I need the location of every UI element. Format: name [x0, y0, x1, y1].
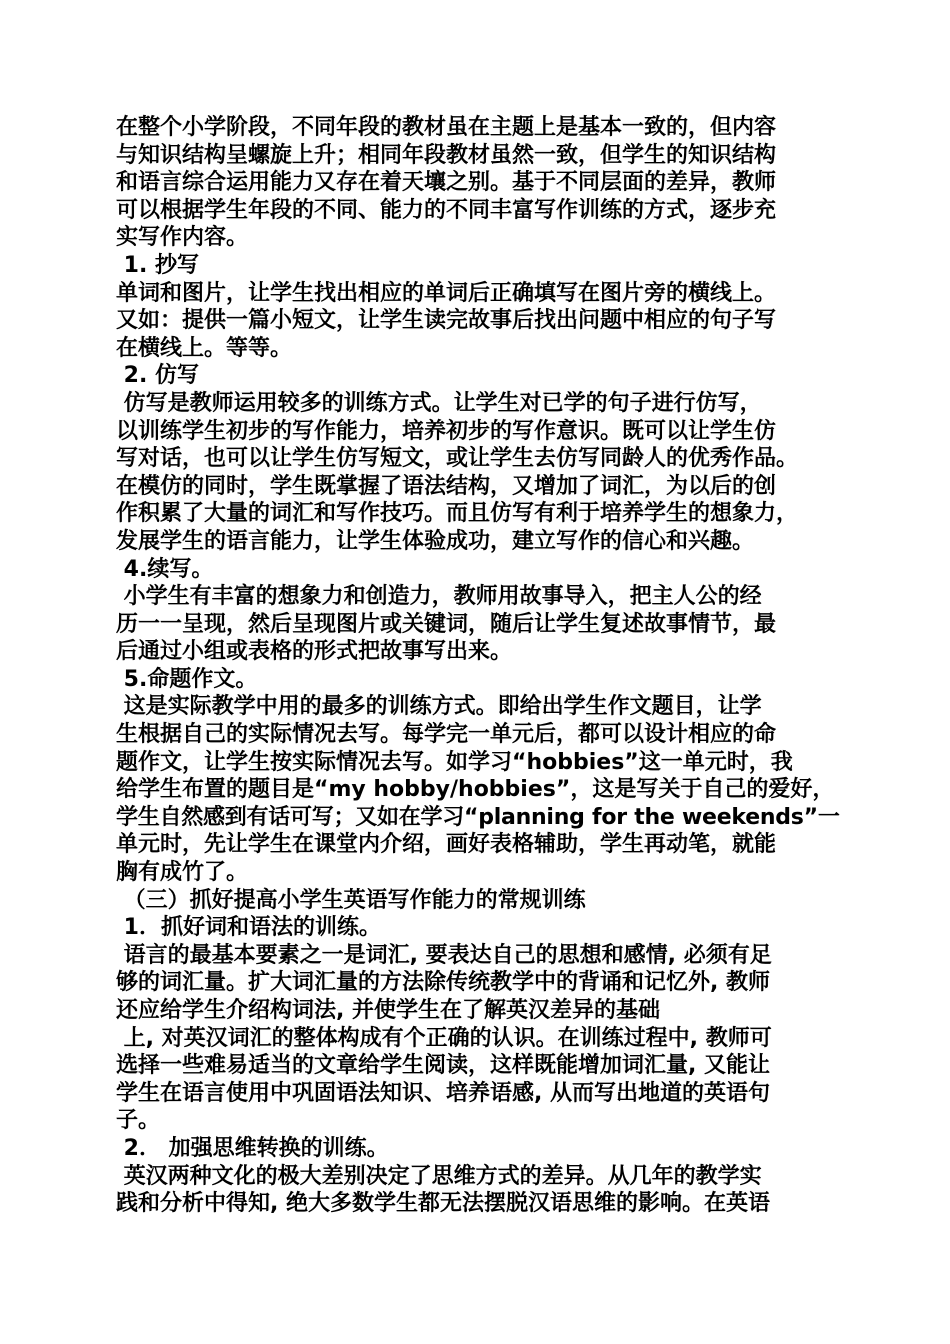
text-line: 1．抓好词和语法的训练。: [116, 915, 381, 941]
text-line: 和语言综合运用能力又存在着天壤之别。基于不同层面的差异，教师: [116, 170, 777, 196]
text-line: （三）抓好提高小学生英语写作能力的常规训练: [116, 887, 586, 913]
text-line: 仿写是教师运用较多的训练方式。让学生对已学的句子进行仿写，: [116, 390, 762, 416]
text-line: 选择一些难易适当的文章给学生阅读，这样既能增加词汇量, 又能让: [116, 1053, 771, 1079]
text-line: 历一一呈现，然后呈现图片或关键词，随后让学生复述故事情节，最: [116, 611, 777, 637]
text-line: 语言的最基本要素之一是词汇, 要表达自己的思想和感情, 必须有足: [116, 942, 772, 968]
text-line: 生根据自己的实际情况去写。每学完一单元后，都可以设计相应的命: [116, 722, 777, 748]
text-line: 2． 加强思维转换的训练。: [116, 1135, 389, 1161]
text-line: 小学生有丰富的想象力和创造力，教师用故事导入，把主人公的经: [116, 584, 762, 610]
text-line: 4.续写。: [116, 556, 214, 582]
text-line: 够的词汇量。扩大词汇量的方法除传统教学中的背诵和记忆外, 教师: [116, 970, 771, 996]
text-line: 发展学生的语言能力，让学生体验成功，建立写作的信心和兴趣。: [116, 528, 755, 554]
text-line: 胸有成竹了。: [116, 860, 249, 886]
text-line: 学生在语言使用中巩固语法知识、培养语感, 从而写出地道的英语句: [116, 1080, 771, 1106]
text-line: 上, 对英汉词汇的整体构成有个正确的认识。在训练过程中, 教师可: [116, 1025, 772, 1051]
text-line: 单词和图片，让学生找出相应的单词后正确填写在图片旁的横线上。: [116, 280, 777, 306]
text-line: 又如：提供一篇小短文，让学生读完故事后找出问题中相应的句子写: [116, 308, 777, 334]
text-line: 在整个小学阶段，不同年段的教材虽在主题上是基本一致的，但内容: [116, 115, 777, 140]
text-line: 这是实际教学中用的最多的训练方式。即给出学生作文题目，让学: [116, 694, 762, 720]
text-line: 在横线上。等等。: [116, 335, 293, 361]
document-page: [116, 114, 840, 1218]
text-line: 与知识结构呈螺旋上升；相同年段教材虽然一致，但学生的知识结构: [116, 142, 777, 168]
text-line: 给学生布置的题目是“my hobby/hobbies”，这是写关于自己的爱好，: [116, 777, 835, 803]
text-line: 实写作内容。: [116, 225, 249, 251]
text-line: 践和分析中得知, 绝大多数学生都无法摆脱汉语思维的影响。在英语: [116, 1191, 771, 1217]
text-line: 写对话，也可以让学生仿写短文，或让学生去仿写同龄人的优秀作品。: [116, 446, 799, 472]
text-line: 英汉两种文化的极大差别决定了思维方式的差异。从几年的教学实: [116, 1163, 762, 1189]
text-line: 以训练学生初步的写作能力，培养初步的写作意识。既可以让学生仿: [116, 418, 777, 444]
text-line: 题作文，让学生按实际情况去写。如学习“hobbies”这一单元时，我: [116, 749, 793, 775]
text-line: 在模仿的同时，学生既掌握了语法结构，又增加了词汇，为以后的创: [116, 473, 777, 499]
text-line: 子。: [116, 1108, 161, 1134]
text-line: 还应给学生介绍构词法, 并使学生在了解英汉差异的基础: [116, 998, 661, 1023]
text-line: 学生自然感到有话可写；又如在学习“planning for the weekends”一: [116, 804, 840, 830]
text-line: 单元时，先让学生在课堂内介绍，画好表格辅助，学生再动笔，就能: [116, 832, 777, 858]
text-line: 作积累了大量的词汇和写作技巧。而且仿写有利于培养学生的想象力，: [116, 501, 799, 527]
text-line: 2. 仿写: [116, 363, 199, 389]
text-line: 1. 抄写: [116, 252, 199, 278]
text-line: 后通过小组或表格的形式把故事写出来。: [116, 639, 513, 665]
text-line: 可以根据学生年段的不同、能力的不同丰富写作训练的方式，逐步充: [116, 197, 777, 223]
text-line: 5.命题作文。: [116, 666, 258, 692]
